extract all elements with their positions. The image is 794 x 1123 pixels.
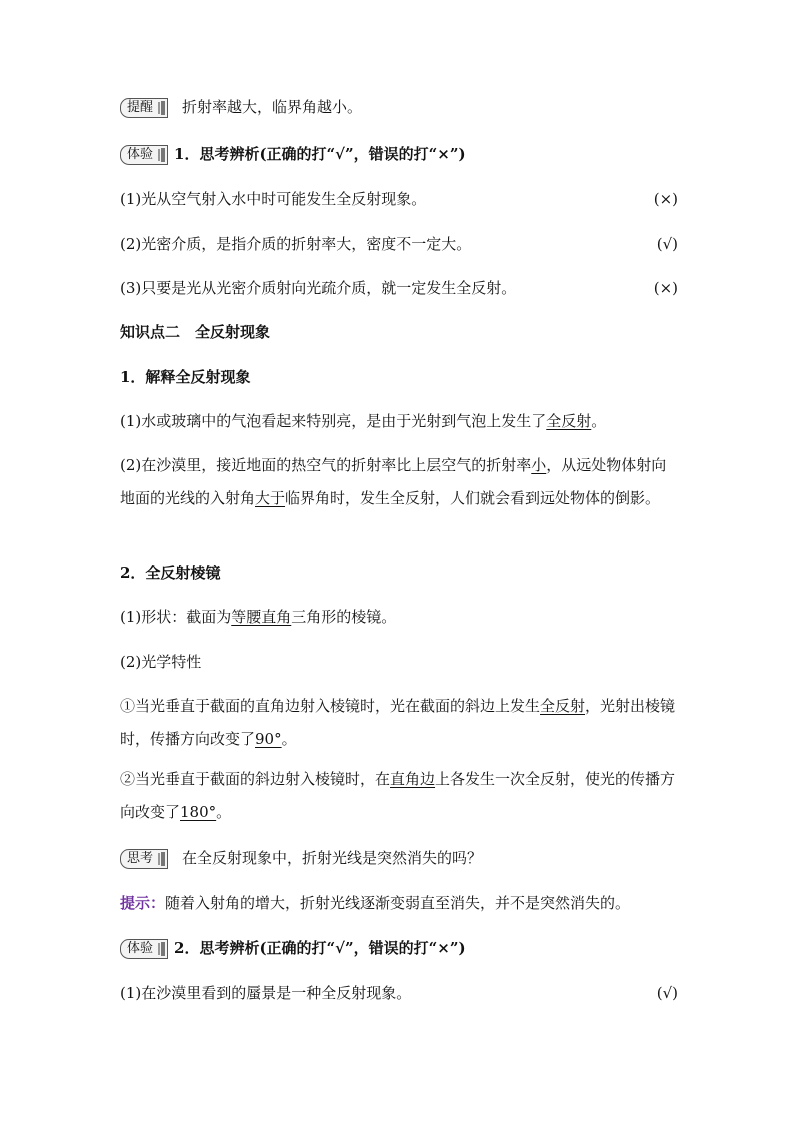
answer: 大于 bbox=[255, 489, 286, 507]
text: ，从远处物体射向地面的光线的入射角 bbox=[120, 456, 667, 507]
answer: 等腰直角 bbox=[231, 608, 292, 626]
paragraph bbox=[120, 690, 678, 756]
answer: 直角边 bbox=[390, 770, 436, 788]
text: 。 bbox=[591, 412, 607, 430]
tips-line bbox=[120, 96, 678, 118]
item-text: (3)只要是光从光密介质射向光疏介质，就一定发生全反射。 bbox=[120, 279, 517, 297]
answer: 全反射 bbox=[546, 412, 592, 430]
paragraph bbox=[120, 410, 678, 432]
hint-line bbox=[120, 892, 678, 914]
text: 。 bbox=[281, 730, 297, 748]
exercise1-item bbox=[120, 188, 678, 210]
think-tag: 思考 bbox=[120, 849, 168, 869]
text: 上各发生一次全反射，使光的传播方向改变了 bbox=[120, 770, 676, 821]
item-mark: (×) bbox=[653, 279, 678, 297]
text: ②当光垂直于截面的斜边射入棱镜时，在 bbox=[120, 770, 391, 788]
exercise2-heading bbox=[120, 937, 678, 959]
answer: 90° bbox=[255, 730, 282, 748]
tip-text: 折射率越大，临界角越小。 bbox=[182, 98, 363, 116]
text: ①当光垂直于截面的直角边射入棱镜时，光在截面的斜边上发生 bbox=[120, 697, 541, 715]
answer: 全反射 bbox=[540, 697, 586, 715]
item-mark: (√) bbox=[656, 235, 678, 253]
item-mark: (√) bbox=[656, 984, 678, 1002]
text: (2)在沙漠里，接近地面的热空气的折射率比上层空气的折射率 bbox=[120, 456, 532, 474]
exercise2-title: 2．思考辨析(正确的打“√”，错误的打“×”) bbox=[174, 939, 466, 957]
item-text: (1)光从空气射入水中时可能发生全反射现象。 bbox=[120, 190, 427, 208]
paragraph: (2)光学特性 bbox=[120, 653, 202, 671]
subsection-title: 2．全反射棱镜 bbox=[120, 564, 221, 582]
text: ，光射出棱镜时，传播方向改变了 bbox=[120, 697, 676, 748]
item-text: (1)在沙漠里看到的蜃景是一种全反射现象。 bbox=[120, 984, 412, 1002]
exercise1-item bbox=[120, 233, 678, 255]
exercise1-title: 1．思考辨析(正确的打“√”，错误的打“×”) bbox=[174, 145, 466, 163]
answer: 180° bbox=[180, 803, 217, 821]
answer: 小 bbox=[531, 456, 547, 474]
paragraph bbox=[120, 449, 678, 515]
item-mark: (×) bbox=[653, 190, 678, 208]
hint-label: 提示： bbox=[120, 894, 166, 912]
text: (1)形状：截面为 bbox=[120, 608, 232, 626]
text: 三角形的棱镜。 bbox=[291, 608, 397, 626]
text: (1)水或玻璃中的气泡看起来特别亮，是由于光射到气泡上发生了 bbox=[120, 412, 547, 430]
text: 临界角时，发生全反射，人们就会看到远处物体的倒影。 bbox=[285, 489, 661, 507]
think-question: 在全反射现象中，折射光线是突然消失的吗？ bbox=[182, 849, 483, 867]
paragraph bbox=[120, 763, 678, 829]
subsection-title: 1．解释全反射现象 bbox=[120, 368, 251, 386]
text: 。 bbox=[216, 803, 232, 821]
exercise1-tag: 体验 bbox=[120, 145, 168, 165]
tip-tag: 提醒 bbox=[120, 98, 168, 118]
think-line bbox=[120, 847, 678, 869]
section-heading: 知识点二 全反射现象 bbox=[120, 323, 271, 341]
exercise2-tag: 体验 bbox=[120, 939, 168, 959]
exercise2-item bbox=[120, 982, 678, 1004]
item-text: (2)光密介质，是指介质的折射率大，密度不一定大。 bbox=[120, 235, 472, 253]
paragraph bbox=[120, 606, 678, 628]
exercise1-item bbox=[120, 277, 678, 299]
exercise1-heading bbox=[120, 143, 678, 165]
hint-text: 随着入射角的增大，折射光线逐渐变弱直至消失，并不是突然消失的。 bbox=[165, 894, 631, 912]
